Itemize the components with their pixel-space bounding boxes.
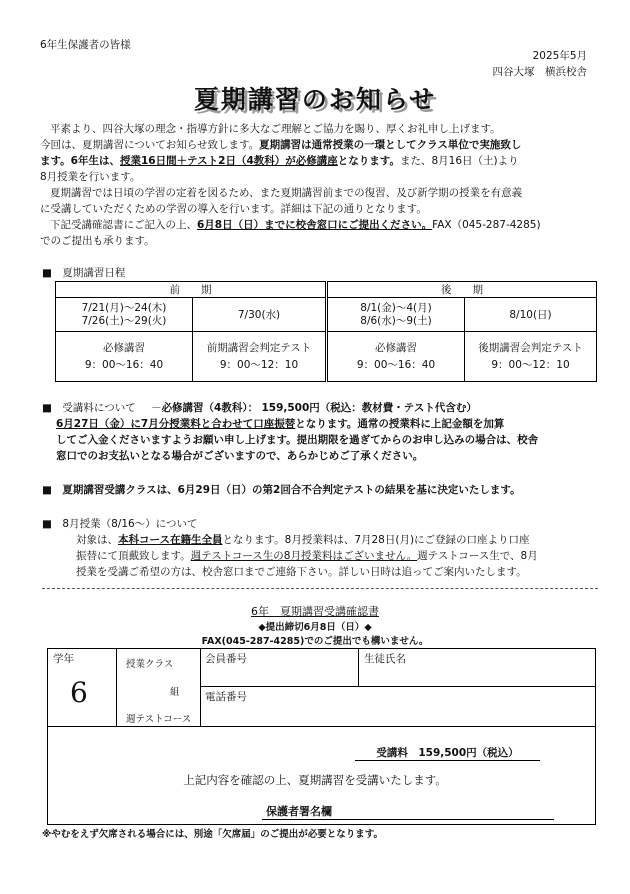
date-cell-3 bbox=[327, 298, 465, 332]
august-l1-a: 対象は、 bbox=[76, 534, 118, 546]
phone-label: 電話番号 bbox=[205, 691, 247, 703]
intro-p3-b: 授業16日間＋テスト2日（4教科）が必修講座 bbox=[119, 155, 338, 167]
intro-p3-d: また、8月16日（土)より bbox=[399, 155, 519, 167]
cut-line bbox=[42, 588, 598, 589]
signature-label: 保護者署名欄 bbox=[266, 805, 332, 818]
intro-p7-b: 6月8日（日）までに校舎窓口にご提出ください。 bbox=[197, 219, 433, 231]
august-line-1 bbox=[42, 532, 602, 548]
class-weekly: 週テストコース bbox=[126, 714, 192, 725]
intro-p3-c: となります。 bbox=[337, 155, 400, 167]
time-1: 9：00～16：40 bbox=[84, 358, 164, 371]
school-name: 四谷大塚 横浜校舎 bbox=[492, 66, 587, 78]
fee-amount-line: 受講料 159,500円（税込） bbox=[355, 745, 540, 761]
signature-field[interactable] bbox=[262, 803, 554, 820]
member-number-label: 会員番号 bbox=[205, 653, 247, 665]
august-l1-b: 本科コース在籍生全員 bbox=[118, 534, 223, 546]
kind-2: 前期講習会判定テスト bbox=[206, 341, 312, 354]
first-term-header: 前 期 bbox=[56, 282, 327, 298]
kind-3: 必修講習 bbox=[375, 341, 417, 354]
time-3: 9：00～16：40 bbox=[356, 358, 436, 371]
class-note: ■ 夏期講習受講クラスは、6月29日（日）の第2回合不合判定テストの結果を基に決定いたします。 bbox=[42, 484, 521, 496]
fee-l2-a: 6月27日（金）に7月分授業料と合わせて口座振替 bbox=[56, 418, 296, 430]
august-l2-a: 振替にて頂戴致します。 bbox=[76, 550, 191, 562]
intro-p2 bbox=[40, 137, 600, 153]
form-divider bbox=[47, 726, 596, 727]
kind-4: 後期講習会判定テスト bbox=[478, 341, 583, 354]
date-cell-1 bbox=[56, 298, 193, 332]
intro-p4: 8月授業を行います。 bbox=[40, 171, 141, 183]
fee-dash: － bbox=[151, 402, 162, 414]
intro-p5: 夏期講習では日頃の学習の定着を図るため、また夏期講習前までの復習、及び新学期の授業を有意義 bbox=[50, 187, 523, 199]
august-l2-b: 週テストコース生の8月授業料はございません。 bbox=[190, 550, 418, 562]
footnote: ※やむをえず欠席される場合には、別途「欠席届」のご提出が必要となります。 bbox=[42, 829, 383, 840]
intro-p3-a: ます。6年生は、 bbox=[40, 155, 120, 167]
issue-date: 2025年5月 bbox=[532, 50, 587, 62]
fee-amount: 159,500円（税込：教材費・テスト代含む） bbox=[261, 402, 477, 414]
fee-line-3: してご入金くださいますようお願い申し上げます。提出期限を過ぎてからのお申し込みの場合は、校舎 bbox=[56, 434, 539, 446]
fee-l2-b: となります。通常の授業料に上記金額を加算 bbox=[295, 418, 505, 430]
intro-block bbox=[40, 121, 600, 249]
intro-p7-c: FAX（045-287-4285) bbox=[432, 219, 541, 231]
date-3a: 8/1(金)～4(月) bbox=[360, 301, 432, 314]
intro-p6: に受講していただくための学習の導入を行います。詳細は下記の通りとなります。 bbox=[40, 203, 427, 215]
august-line-3: 授業を受講ご希望の方は、校舎窓口までご連絡下さい。詳しい日時は追ってご案内いたします。 bbox=[76, 566, 527, 578]
intro-p3 bbox=[40, 153, 600, 169]
august-line-2 bbox=[42, 548, 602, 564]
fee-line-4: 窓口でのお支払いとなる場合がございますので、あらかじめご了承ください。 bbox=[56, 450, 424, 462]
time-4: 9：00～12：10 bbox=[491, 358, 570, 371]
session-cell-3 bbox=[327, 332, 465, 382]
form-fax: FAX(045-287-4285)でのご提出でも構いません。 bbox=[201, 636, 429, 647]
session-cell-2 bbox=[193, 332, 327, 382]
date-1b: 7/26(土)～29(火) bbox=[81, 314, 167, 327]
student-name-label: 生徒氏名 bbox=[364, 653, 406, 665]
session-cell-4 bbox=[465, 332, 597, 382]
date-3b: 8/6(水)～9(土) bbox=[360, 314, 432, 327]
class-label: 授業クラス bbox=[126, 659, 174, 670]
time-2: 9：00～12：10 bbox=[219, 358, 299, 371]
date-cell-2: 7/30(水) bbox=[193, 298, 327, 332]
addressee: 6年生保護者の皆様 bbox=[40, 39, 131, 51]
second-term-header: 後 期 bbox=[327, 282, 597, 298]
intro-p7-a: 下記受講確認書にご記入の上、 bbox=[50, 219, 197, 231]
fee-section bbox=[42, 400, 602, 464]
grade-value: 6 bbox=[70, 676, 88, 709]
intro-p2-b: 夏期講習は通常授業の一環としてクラス単位で実施致し bbox=[259, 139, 522, 151]
kind-1: 必修講習 bbox=[103, 341, 145, 354]
august-section bbox=[42, 516, 602, 580]
page-title: 夏期講習のお知らせ bbox=[193, 85, 437, 114]
intro-p1: 平素より、四谷大塚の理念・指導方針に多大なご理解とご協力を賜り、厚くお礼申し上げます。 bbox=[50, 123, 501, 135]
intro-p2-a: 今回は、夏期講習についてお知らせ致します。 bbox=[40, 139, 260, 151]
session-cell-1 bbox=[56, 332, 193, 382]
august-l1-c: となります。8月授業料は、7月28日(月)にご登録の口座より口座 bbox=[222, 534, 530, 546]
fee-line-2 bbox=[42, 416, 602, 432]
schedule-heading: ■ 夏期講習日程 bbox=[42, 267, 126, 279]
confirmation-form bbox=[47, 648, 596, 825]
confirm-text: 上記内容を確認の上、夏期講習を受講いたします。 bbox=[183, 773, 447, 787]
august-heading: ■ 8月授業（8/16～）について bbox=[42, 518, 198, 530]
class-kumi: 組 bbox=[170, 687, 180, 698]
date-cell-4: 8/10(日) bbox=[465, 298, 597, 332]
form-title: 6年 夏期講習受講確認書 bbox=[251, 605, 379, 618]
schedule-table bbox=[55, 281, 597, 382]
grade-label: 学年 bbox=[53, 653, 74, 665]
intro-p7 bbox=[40, 217, 600, 233]
date-1a: 7/21(月)～24(木) bbox=[81, 301, 167, 314]
intro-p8: でのご提出も承ります。 bbox=[40, 235, 155, 247]
fee-line-1 bbox=[42, 400, 602, 416]
august-l2-c: 週テストコース生で、8月 bbox=[417, 550, 538, 562]
fee-heading: ■ 受講料について bbox=[42, 402, 136, 414]
form-deadline: ◆提出締切6月8日（日）◆ bbox=[258, 622, 372, 633]
fee-course: 必修講習（4教科）： bbox=[161, 402, 259, 414]
